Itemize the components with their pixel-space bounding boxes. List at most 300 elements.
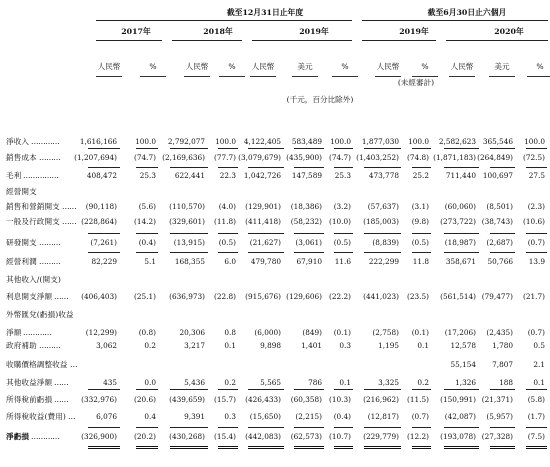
table-cell: (12.2) (407, 432, 429, 441)
table-cell: (849) (302, 328, 322, 337)
table-cell: (129,606) (286, 292, 322, 301)
header-rule-year (252, 40, 352, 41)
total-rule (88, 427, 120, 428)
column-label: % (421, 62, 429, 71)
table-cell: 1,326 (455, 378, 476, 387)
table-cell: (0.4) (138, 238, 156, 247)
table-cell: (561,514) (440, 292, 476, 301)
subtotal-rule (294, 148, 324, 149)
subtotal-rule (412, 167, 431, 168)
row-leader-dots: ……… (39, 238, 61, 247)
subtotal-rule (412, 389, 431, 390)
subtotal-rule (334, 389, 353, 390)
table-cell: 100.0 (215, 137, 236, 146)
subtotal-rule (218, 389, 238, 390)
subtotal-rule (412, 148, 431, 149)
table-cell: 711,440 (445, 171, 476, 180)
column-label-underline (250, 76, 276, 77)
table-cell: (8,839) (372, 238, 399, 247)
table-cell: 0.1 (339, 378, 351, 387)
table-cell: 5.1 (144, 257, 156, 266)
subtotal-rule (136, 389, 158, 390)
table-cell: (2,215) (295, 412, 322, 421)
total-rule (334, 427, 353, 428)
double-underline (526, 446, 547, 449)
total-rule (490, 427, 515, 428)
column-label-underline (489, 76, 515, 77)
table-cell: (77.7) (214, 153, 236, 162)
subtotal-rule (88, 233, 120, 234)
table-cell: 5,565 (260, 378, 281, 387)
header-rule-year (172, 40, 242, 41)
table-cell: 2.1 (533, 360, 545, 369)
table-cell: 25.2 (412, 171, 429, 180)
table-cell: (4.0) (218, 202, 236, 211)
table-cell: 0.1 (533, 378, 545, 387)
table-cell: (1,403,252) (356, 153, 399, 162)
table-cell: (264,849) (477, 153, 513, 162)
table-cell: 100.0 (524, 137, 545, 146)
table-cell: 222,299 (368, 257, 399, 266)
table-cell: 583,489 (291, 137, 322, 146)
table-cell: (10.3) (329, 395, 351, 404)
table-cell: 11.8 (412, 257, 429, 266)
table-cell: (27,328) (481, 432, 513, 441)
table-cell: (23.5) (407, 292, 429, 301)
table-cell: (1,207,694) (74, 153, 117, 162)
subtotal-rule (248, 233, 284, 234)
header-rule-year (96, 40, 162, 41)
column-label-underline (527, 76, 550, 77)
subtotal-rule (334, 167, 353, 168)
total-rule (170, 427, 208, 428)
header-year: 2018年 (203, 27, 233, 36)
row-leader-dots: ……… (39, 341, 61, 350)
row-label: 銷售成本 (6, 153, 37, 162)
row-leader-dots: … (68, 412, 76, 421)
table-cell: 0.5 (533, 341, 545, 350)
table-cell: (442,083) (245, 432, 281, 441)
table-cell: (326,900) (81, 432, 117, 441)
table-cell: (915,676) (245, 292, 281, 301)
table-cell: 82,229 (91, 257, 117, 266)
table-cell: 622,441 (174, 171, 205, 180)
table-cell: (5.8) (527, 395, 545, 404)
header-rule-fy (96, 20, 352, 21)
table-cell: (2,758) (372, 328, 399, 337)
table-cell: (21,371) (481, 395, 513, 404)
subtotal-rule (364, 148, 401, 149)
table-cell: 1,401 (301, 341, 322, 350)
table-cell: (0.7) (527, 328, 545, 337)
table-cell: (60,060) (444, 202, 476, 211)
table-cell: (193,078) (440, 432, 476, 441)
table-cell: 435 (103, 378, 117, 387)
subtotal-rule (248, 167, 284, 168)
table-cell: (185,003) (363, 217, 399, 226)
table-cell: (20.2) (134, 432, 156, 441)
table-cell: 1,042,726 (243, 171, 281, 180)
table-cell: (430,268) (169, 432, 205, 441)
column-label-underline (96, 76, 122, 77)
table-cell: 55,154 (450, 360, 476, 369)
table-cell: 27.5 (528, 171, 545, 180)
table-cell: (273,722) (440, 217, 476, 226)
subtotal-rule (136, 233, 158, 234)
subtotal-rule (88, 252, 120, 253)
table-cell: 3,325 (378, 378, 399, 387)
subtotal-rule (170, 389, 208, 390)
subtotal-rule (88, 167, 120, 168)
table-cell: (2,687) (486, 238, 513, 247)
subtotal-rule (526, 167, 547, 168)
table-cell: 1,195 (378, 341, 399, 350)
table-cell: (60,358) (290, 395, 322, 404)
subtotal-rule (364, 389, 401, 390)
column-label-underline (449, 76, 475, 77)
table-cell: (3.1) (411, 202, 429, 211)
subtotal-rule (170, 167, 208, 168)
subtotal-rule (490, 167, 515, 168)
subtotal-rule (526, 233, 547, 234)
table-cell: 25.3 (139, 171, 156, 180)
table-cell: (62,573) (290, 432, 322, 441)
row-leader-dots: …………… (23, 171, 59, 180)
double-underline (334, 446, 353, 449)
row-label: 政府補助 (6, 341, 37, 350)
unit-note: (千元，百分比除外) (286, 95, 354, 104)
row-label: 經營利潤 (6, 257, 37, 266)
table-cell: 0.2 (224, 378, 236, 387)
total-rule (526, 427, 547, 428)
total-rule (218, 427, 238, 428)
table-cell: 20,306 (179, 328, 205, 337)
table-cell: (0.1) (333, 328, 351, 337)
table-cell: 0.8 (224, 328, 236, 337)
row-label: 淨額 (6, 328, 22, 337)
column-label: 美元 (297, 62, 313, 71)
table-cell: (1.7) (527, 412, 545, 421)
table-cell: (426,433) (245, 395, 281, 404)
table-cell: 12,578 (450, 341, 476, 350)
table-cell: (3,061) (295, 238, 322, 247)
table-cell: (74.8) (407, 153, 429, 162)
double-underline (412, 446, 431, 449)
row-leader-dots: …… (62, 217, 77, 226)
table-cell: 786 (308, 378, 322, 387)
table-cell: (229,779) (363, 432, 399, 441)
table-cell: (329,601) (169, 217, 205, 226)
subtotal-rule (490, 148, 515, 149)
table-cell: (7,261) (90, 238, 117, 247)
table-cell: (25.1) (134, 292, 156, 301)
subtotal-rule (294, 167, 324, 168)
table-cell: (228,864) (81, 217, 117, 226)
table-cell: (17,206) (444, 328, 476, 337)
table-cell: (3,079,679) (238, 153, 281, 162)
table-cell: 0.3 (224, 412, 236, 421)
table-cell: (0.5) (411, 238, 429, 247)
table-cell: 188 (499, 378, 513, 387)
table-cell: (21.7) (523, 292, 545, 301)
subtotal-rule (136, 252, 158, 253)
table-cell: (10.6) (523, 217, 545, 226)
subtotal-rule (490, 233, 515, 234)
header-rule-h1 (362, 20, 548, 21)
table-cell: 408,472 (86, 171, 117, 180)
table-cell: (15.7) (214, 395, 236, 404)
header-rule-year (446, 40, 548, 41)
table-cell: 0.1 (224, 341, 236, 350)
column-label: 人民幣 (185, 62, 209, 71)
table-cell: (216,962) (363, 395, 399, 404)
unaudited-note: (未經審計) (397, 78, 435, 87)
row-label: 經營開支 (6, 187, 37, 196)
double-underline (444, 446, 479, 449)
table-cell: 168,355 (174, 257, 205, 266)
table-cell: (42,087) (444, 412, 476, 421)
table-cell: 9,898 (260, 341, 281, 350)
header-six-months: 截至6月30日止六個月 (427, 8, 507, 17)
column-label: 美元 (494, 62, 510, 71)
table-cell: 13.9 (528, 257, 545, 266)
table-cell: 25.3 (334, 171, 351, 180)
table-cell: 7,807 (492, 360, 513, 369)
table-cell: (11.5) (407, 395, 429, 404)
table-cell: (74.7) (134, 153, 156, 162)
header-year: 2019年 (399, 27, 429, 36)
table-cell: (72.5) (523, 153, 545, 162)
table-cell: (1,871,183) (433, 153, 476, 162)
table-cell: 22.3 (219, 171, 236, 180)
table-cell: 6,076 (96, 412, 117, 421)
table-cell: 2,792,077 (167, 137, 205, 146)
table-cell: 0.4 (144, 412, 156, 421)
subtotal-rule (218, 167, 238, 168)
double-underline (248, 446, 284, 449)
column-label-underline (184, 76, 210, 77)
row-label: 其他收入/(開支) (6, 275, 61, 284)
table-cell: (5,957) (486, 412, 513, 421)
table-cell: (38,743) (481, 217, 513, 226)
table-cell: 0.2 (144, 341, 156, 350)
total-rule (294, 427, 324, 428)
table-cell: 473,778 (368, 171, 399, 180)
row-label: 所得稅收益(費用) (6, 412, 66, 421)
double-underline (294, 446, 324, 449)
table-cell: (18,987) (444, 238, 476, 247)
column-label: % (228, 62, 236, 71)
table-cell: (58,232) (290, 217, 322, 226)
subtotal-rule (334, 148, 353, 149)
table-cell: 0.0 (144, 378, 156, 387)
table-cell: 9,391 (184, 412, 205, 421)
table-cell: (8,501) (486, 202, 513, 211)
subtotal-rule (412, 252, 431, 253)
row-leader-dots: ……… (39, 257, 61, 266)
table-cell: 6.0 (224, 257, 236, 266)
row-leader-dots: …… (54, 395, 69, 404)
header-fiscal-years: 截至12月31日止年度 (226, 8, 304, 17)
subtotal-rule (444, 389, 479, 390)
table-cell: (12,299) (85, 328, 117, 337)
subtotal-rule (170, 233, 208, 234)
subtotal-rule (88, 148, 120, 149)
row-leader-dots: ………… (31, 432, 60, 441)
column-label: % (536, 62, 544, 71)
row-label: 利息開支淨額 (6, 292, 53, 301)
total-rule (136, 427, 158, 428)
subtotal-rule (294, 389, 324, 390)
row-label: 收購價格調整收益 (6, 360, 68, 369)
row-label: 毛利 (6, 171, 22, 180)
subtotal-rule (364, 167, 401, 168)
subtotal-rule (218, 233, 238, 234)
table-cell: (12,817) (367, 412, 399, 421)
subtotal-rule (526, 389, 547, 390)
row-label: 研發開支 (6, 238, 37, 247)
table-cell: (22.2) (329, 292, 351, 301)
row-label: 所得稅前虧損 (6, 395, 53, 404)
row-leader-dots: …… (54, 378, 69, 387)
subtotal-rule (170, 148, 208, 149)
subtotal-rule (248, 252, 284, 253)
subtotal-rule (444, 148, 479, 149)
table-cell: (150,991) (440, 395, 476, 404)
column-label-underline (292, 76, 318, 77)
subtotal-rule (526, 148, 547, 149)
row-leader-dots: … (70, 360, 78, 369)
table-cell: (57,637) (367, 202, 399, 211)
table-cell: (6,000) (254, 328, 281, 337)
subtotal-rule (490, 389, 515, 390)
table-cell: (18,386) (290, 202, 322, 211)
subtotal-rule (88, 389, 120, 390)
column-label-underline (219, 76, 245, 77)
table-cell: 67,910 (296, 257, 322, 266)
table-cell: 100.0 (135, 137, 156, 146)
table-cell: 479,780 (250, 257, 281, 266)
total-rule (248, 427, 284, 428)
subtotal-rule (334, 233, 353, 234)
table-cell: (22.8) (214, 292, 236, 301)
table-cell: 0.2 (417, 378, 429, 387)
subtotal-rule (490, 252, 515, 253)
row-label: 一般及行政開支 (6, 217, 60, 226)
table-cell: (0.7) (527, 238, 545, 247)
row-label: 淨收入 (6, 137, 30, 146)
table-cell: (21,627) (249, 238, 281, 247)
table-cell: (332,976) (81, 395, 117, 404)
subtotal-rule (248, 148, 284, 149)
table-cell: (7.5) (527, 432, 545, 441)
column-label: 人民幣 (376, 62, 400, 71)
table-cell: (435,900) (286, 153, 322, 162)
column-label-underline (140, 76, 166, 77)
table-cell: (5.6) (138, 202, 156, 211)
table-cell: 365,546 (482, 137, 513, 146)
table-cell: (90,118) (85, 202, 117, 211)
table-cell: 4,122,405 (243, 137, 281, 146)
subtotal-rule (248, 389, 284, 390)
table-cell: (11.8) (214, 217, 236, 226)
table-cell: (3.2) (333, 202, 351, 211)
table-cell: (129,901) (245, 202, 281, 211)
double-underline (218, 446, 238, 449)
header-year: 2019年 (299, 27, 329, 36)
subtotal-rule (136, 167, 158, 168)
double-underline (88, 446, 120, 449)
table-cell: (636,973) (169, 292, 205, 301)
subtotal-rule (218, 252, 238, 253)
table-cell: (0.5) (333, 238, 351, 247)
header-year: 2017年 (121, 27, 151, 36)
table-cell: (2,169,636) (162, 153, 205, 162)
table-cell: 50,766 (487, 257, 513, 266)
subtotal-rule (412, 233, 431, 234)
table-cell: 100.0 (408, 137, 429, 146)
table-cell: (9.8) (411, 217, 429, 226)
table-cell: 1,780 (492, 341, 513, 350)
subtotal-rule (364, 233, 401, 234)
table-cell: 147,589 (291, 171, 322, 180)
double-underline (364, 446, 401, 449)
subtotal-rule (444, 233, 479, 234)
table-cell: (0.4) (333, 412, 351, 421)
table-cell: 358,671 (445, 257, 476, 266)
header-rule-year (362, 40, 436, 41)
subtotal-rule (526, 252, 547, 253)
table-cell: 3,062 (96, 341, 117, 350)
table-cell: (439,659) (169, 395, 205, 404)
column-label: % (341, 62, 349, 71)
table-cell: (2.3) (527, 202, 545, 211)
column-label: % (149, 62, 157, 71)
table-cell: 5,436 (184, 378, 205, 387)
column-label-underline (332, 76, 358, 77)
total-rule (364, 427, 401, 428)
table-cell: (10.0) (329, 217, 351, 226)
double-underline (490, 446, 515, 449)
subtotal-rule (170, 252, 208, 253)
header-year: 2020年 (494, 27, 524, 36)
row-label: 銷售和營銷開支 (6, 202, 60, 211)
table-cell: (14.2) (134, 217, 156, 226)
table-cell: (0.5) (218, 238, 236, 247)
subtotal-rule (364, 252, 401, 253)
table-cell: 0.3 (339, 341, 351, 350)
table-cell: (10.7) (329, 432, 351, 441)
subtotal-rule (136, 148, 158, 149)
table-cell: (74.7) (329, 153, 351, 162)
table-cell: (0.1) (411, 328, 429, 337)
subtotal-rule (334, 252, 353, 253)
row-leader-dots: ………… (23, 328, 52, 337)
row-leader-dots: ………… (31, 137, 60, 146)
column-label: 人民幣 (251, 62, 275, 71)
table-cell: (0.8) (138, 328, 156, 337)
subtotal-rule (444, 252, 479, 253)
column-label: 人民幣 (450, 62, 474, 71)
table-cell: 100,697 (482, 171, 513, 180)
row-leader-dots: …… (62, 202, 77, 211)
subtotal-rule (294, 233, 324, 234)
total-rule (444, 427, 479, 428)
table-cell: 11.6 (334, 257, 351, 266)
table-cell: 1,877,030 (361, 137, 399, 146)
table-cell: (0.7) (411, 412, 429, 421)
table-cell: (15,650) (249, 412, 281, 421)
